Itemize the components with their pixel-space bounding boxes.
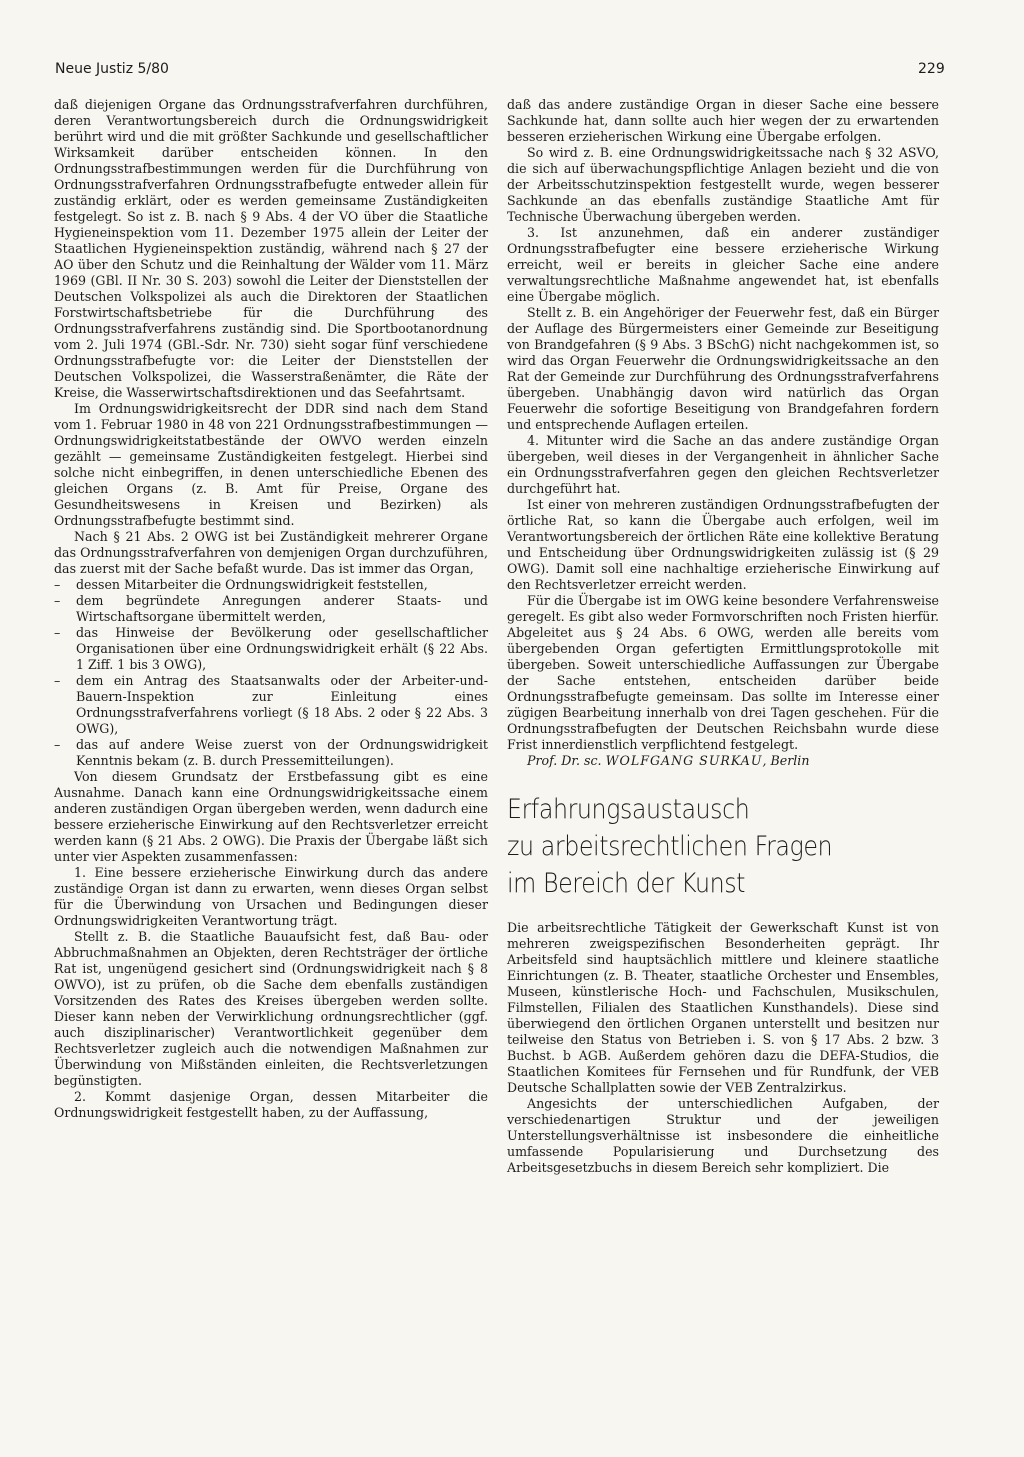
paragraph: So wird z. B. eine Ordnungswidrigkeitssache nach § 32 ASVO, die sich auf überwachungspflichtige Anlagen bezieht und die von der Arbeitsschutzinspektion festgestellt wurde, wegen besserer Sachkunde an das ebenfalls zuständige Staatliche Amt für Technische Überwachung übergeben werden. (507, 145, 939, 224)
list-item: – das auf andere Weise zuerst von der Ordnungswidrigkeit Kenntnis bekam (z. B. durch Pressemitteilungen). (54, 737, 488, 769)
author-city: , Berlin (762, 753, 810, 768)
paragraph: Nach § 21 Abs. 2 OWG ist bei Zuständigkeit mehrerer Organe das Ordnungsstrafverfahren von demjenigen Organ durchzuführen, das zuerst mit der Sache befaßt wurde. Das ist immer das Organ, (54, 529, 488, 576)
paragraph: Stellt z. B. die Staatliche Bauaufsicht fest, daß Bau- oder Abbruchmaßnahmen an Objekten, deren Rechtsträger der örtliche Rat ist, ungenügend gesichert sind (Ordnungswidrigkeit nach § 8 OWVO), ist zu prüfen, ob die Sache dem ebenfalls zuständigen Vorsitzenden des Rates des Kreises übergeben werden sollte. Dieser kann neben der Verwirklichung ordnungsrechtlicher (ggf. auch disziplinarischer) Verantwortlichkeit gegenüber dem Rechtsverletzer zugleich auch die notwendigen Maßnahmen zur Überwindung von Mißständen einleiten, die Rechtsverletzungen begünstigten. (54, 929, 488, 1088)
paragraph: Von diesem Grundsatz der Erstbefassung gibt es eine Ausnahme. Danach kann eine Ordnungswidrigkeitssache einem anderen zuständigen Organ übergeben werden, wenn dadurch eine bessere erzieherische Einwirkung auf den Rechtsverletzer erreicht werden kann (§ 21 Abs. 2 OWG). Die Praxis der Übergabe läßt sich unter vier Aspekten zusammenfassen: (54, 769, 488, 864)
paragraph: 3. Ist anzunehmen, daß ein anderer zuständiger Ordnungsstrafbefugter eine bessere erzieherische Wirkung erreicht, weil er bereits in gleicher Sache eine andere verwaltungsrechtliche Maßnahme angewendet hat, ist ebenfalls eine Übergabe möglich. (507, 225, 939, 304)
author-name: WOLFGANG SURKAU (605, 753, 763, 768)
paragraph: daß das andere zuständige Organ in dieser Sache eine bessere Sachkunde hat, dann sollte auch hier wegen der zu erwartenden besseren erzieherischen Wirkung eine Übergabe erfolgen. (507, 97, 939, 144)
article-title-line: Erfahrungsaustausch (507, 794, 750, 825)
paragraph: Im Ordnungswidrigkeitsrecht der DDR sind nach dem Stand vom 1. Februar 1980 in 48 von 221 Ordnungsstrafbestimmungen — Ordnungswidrigkeitstatbestände der OWVO werden einzeln gezählt — gemeinsame Zuständigkeiten festgelegt. Hierbei sind solche nicht einbegriffen, in denen unterschiedliche Ebenen des gleichen Organs (z. B. Amt für Preise, Organe des Gesundheitswesens in Kreisen und Bezirken) als Ordnungsstrafbefugte bestimmt sind. (54, 401, 488, 528)
list-item: – das Hinweise der Bevölkerung oder gesellschaftlicher Organisationen über eine Ordnungswidrigkeit erhält (§ 22 Abs. 1 Ziff. 1 bis 3 OWG), (54, 625, 488, 673)
author-title: Prof. Dr. sc. (527, 753, 602, 768)
running-header-journal: Neue Justiz 5/80 (55, 61, 169, 77)
organ-criteria-list (54, 577, 488, 769)
article-title (507, 791, 887, 902)
author-signature (507, 753, 939, 769)
paragraph: daß diejenigen Organe das Ordnungsstrafverfahren durchführen, deren Verantwortungsbereich durch die Ordnungswidrigkeit berührt wird und die mit größter Sachkunde und gesellschaftlicher Wirksamkeit darüber entscheiden können. In den Ordnungsstrafbestimmungen werden für die Durchführung von Ordnungsstrafverfahren Ordnungsstrafbefugte entweder allein für zuständig erklärt, oder es werden gemeinsame Zuständigkeiten festgelegt. So ist z. B. nach § 9 Abs. 4 der VO über die Staatliche Hygieneinspektion vom 11. Dezember 1975 allein der Leiter der Staatlichen Hygieneinspektion zuständig, während nach § 27 der AO über den Schutz und die Reinhaltung der Wälder vom 11. März 1969 (GBl. II Nr. 30 S. 203) sowohl die Leiter der Dienststellen der Deutschen Volkspolizei als auch die Direktoren der Staatlichen Forstwirtschaftsbetriebe für die Durchführung des Ordnungsstrafverfahrens zuständig sind. Die Sportbootanordnung vom 2. Juli 1974 (GBl.-Sdr. Nr. 730) sieht sogar fünf verschiedene Ordnungsstrafbefugte vor: die Leiter der Dienststellen der Deutschen Volkspolizei, die Wasserstraßenämter, die Räte der Kreise, die Wasserwirtschaftsdirektionen und das Seefahrtsamt. (54, 97, 488, 400)
paragraph: 4. Mitunter wird die Sache an das andere zuständige Organ übergeben, weil dieses in der Vergangenheit in ähnlicher Sache ein Ordnungsstrafverfahren gegen den gleichen Rechtsverletzer durchgeführt hat. (507, 433, 939, 496)
page-number: 229 (918, 61, 945, 77)
article-title-line: zu arbeitsrechtlichen Fragen (507, 831, 833, 862)
paragraph: Für die Übergabe ist im OWG keine besondere Verfahrensweise geregelt. Es gibt also weder Formvorschriften noch Fristen hierfür. Abgeleitet aus § 24 Abs. 6 OWG, werden alle bereits vom übergebenden Organ gefertigten Ermittlungsprotokolle mit übergeben. Soweit unterschiedliche Auffassungen zur Übergabe der Sache entstehen, entscheiden darüber beide Ordnungsstrafbefugte gemeinsam. Das sollte im Interesse einer zügigen Bearbeitung innerhalb von drei Tagen geschehen. Für die Ordnungsstrafbefugten der Deutschen Reichsbahn wurde diese Frist innerdienstlich verpflichtend festgelegt. (507, 593, 939, 752)
list-item: – dessen Mitarbeiter die Ordnungswidrigkeit feststellen, (54, 577, 488, 593)
left-column (54, 97, 488, 1121)
paragraph: Ist einer von mehreren zuständigen Ordnungsstrafbefugten der örtliche Rat, so kann die Übergabe auch erfolgen, weil im Verantwortungsbereich der örtlichen Räte eine kollektive Beratung und Entscheidung über Ordnungswidrigkeiten zulässig ist (§ 29 OWG). Damit soll eine nachhaltige erzieherische Einwirkung auf den Rechtsverletzer erreicht werden. (507, 497, 939, 592)
article-title-line: im Bereich der Kunst (507, 868, 746, 899)
paragraph: 1. Eine bessere erzieherische Einwirkung durch das andere zuständige Organ ist dann zu erwarten, wenn dieses Organ selbst für die Überwindung von Ursachen und Bedingungen dieser Ordnungswidrigkeiten Verantwortung trägt. (54, 865, 488, 928)
paragraph: 2. Kommt dasjenige Organ, dessen Mitarbeiter die Ordnungswidrigkeit festgestellt haben, zu der Auffassung, (54, 1089, 488, 1120)
right-column (507, 97, 939, 1176)
paragraph: Angesichts der unterschiedlichen Aufgaben, der verschiedenartigen Struktur und der jeweiligen Unterstellungsverhältnisse ist insbesondere die einheitliche umfassende Popularisierung und Durchsetzung des Arbeitsgesetzbuchs in diesem Bereich sehr kompliziert. Die (507, 1096, 939, 1175)
list-item: – dem begründete Anregungen anderer Staats- und Wirtschaftsorgane übermittelt werden, (54, 593, 488, 625)
paragraph: Stellt z. B. ein Angehöriger der Feuerwehr fest, daß ein Bürger der Auflage des Bürgermeisters einer Gemeinde zur Beseitigung von Brandgefahren (§ 9 Abs. 3 BSchG) nicht nachgekommen ist, so wird das Organ Feuerwehr die Ordnungswidrigkeitssache an den Rat der Gemeinde zur Durchführung des Ordnungsstrafverfahrens übergeben. Unabhängig davon wird natürlich das Organ Feuerwehr die sofortige Beseitigung von Brandgefahren fordern und entsprechende Auflagen erteilen. (507, 305, 939, 432)
paragraph: Die arbeitsrechtliche Tätigkeit der Gewerkschaft Kunst ist von mehreren zweigspezifischen Besonderheiten geprägt. Ihr Arbeitsfeld sind hauptsächlich mittlere und kleinere staatliche Einrichtungen (z. B. Theater, staatliche Orchester und Ensembles, Museen, künstlerische Hoch- und Fachschulen, Musikschulen, Filmstellen, Filialen des Staatlichen Kunsthandels). Diese sind überwiegend den örtlichen Organen unterstellt und besitzen nur teilweise den Status von Betrieben i. S. von § 17 Abs. 2 bzw. 3 Buchst. b AGB. Außerdem gehören dazu die DEFA-Studios, die Staatlichen Komitees für Fernsehen und für Rundfunk, der VEB Deutsche Schallplatten sowie der VEB Zentralzirkus. (507, 920, 939, 1095)
list-item: – dem ein Antrag des Staatsanwalts oder der Arbeiter-und-Bauern-Inspektion zur Einleitung eines Ordnungsstrafverfahrens vorliegt (§ 18 Abs. 2 oder § 22 Abs. 3 OWG), (54, 673, 488, 737)
